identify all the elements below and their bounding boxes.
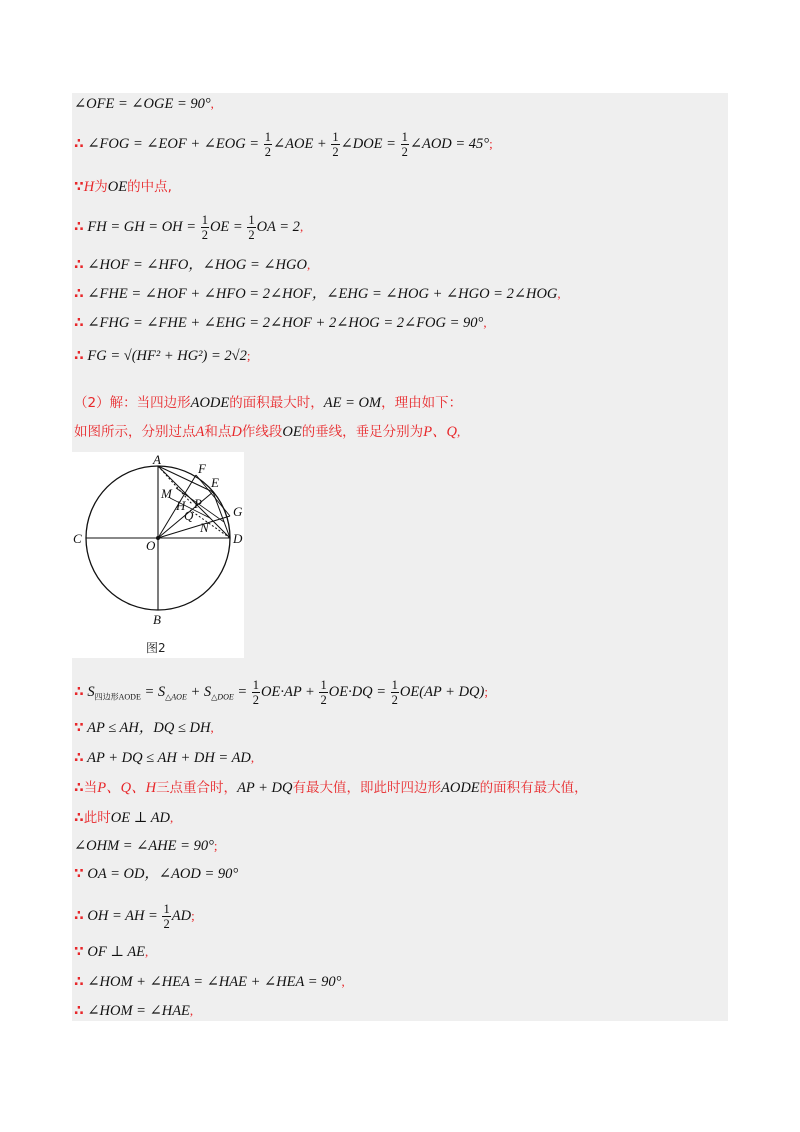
therefore-symbol: ∴ [74, 286, 84, 302]
subscript: 四边形AODE [94, 692, 141, 702]
subscript: △AOE [165, 692, 187, 702]
math-line-5 [74, 255, 310, 275]
subscript: △DOE [211, 692, 234, 702]
text: 和点 [204, 424, 232, 440]
therefore-symbol: ∴ [74, 683, 84, 700]
text: 如图所示，分别过点 [74, 424, 196, 440]
math-line-20 [74, 972, 345, 992]
var: S [87, 683, 95, 700]
punct: , [341, 974, 345, 989]
eq-part: ∠AOE + [272, 135, 327, 152]
eq: ∠FHE = ∠HOF + ∠HFO = 2∠HOF，∠EHG = ∠HOG + ∠HGO = 2∠HOG [87, 286, 558, 302]
eq-part: OA = 2 [256, 218, 300, 235]
circle-diagram [72, 452, 244, 658]
punct: ; [191, 907, 195, 923]
therefore-symbol: ∴ [74, 907, 84, 924]
eq-part: OE = [209, 218, 243, 235]
math-line-17 [74, 864, 238, 884]
label-q: Q [184, 508, 194, 523]
math-line-12 [74, 718, 214, 738]
eq-ofe-oge: ∠OFE = ∠OGE = 90° [74, 96, 211, 112]
therefore-symbol: ∴ [74, 750, 84, 766]
punct: ; [246, 348, 251, 363]
var-oe: OE [107, 179, 128, 195]
because-symbol: ∵ [74, 720, 84, 736]
eq: OA = OD，∠AOD = 90° [87, 866, 239, 882]
eq-part: AD [171, 907, 192, 924]
text: 当 [83, 780, 98, 796]
text: 的面积有最大值， [479, 780, 588, 796]
math-line-6 [74, 284, 561, 304]
math-line-13 [74, 748, 254, 768]
text: ，理由如下： [381, 395, 463, 411]
part-2-heading [74, 393, 462, 413]
eq: AP + DQ ≤ AH + DH = AD [87, 750, 251, 766]
fraction-half: $\frac{1}{2}$ [248, 213, 255, 242]
label-b: B [153, 612, 161, 627]
eq-part: = S [144, 683, 166, 700]
because-symbol: ∵ [74, 944, 84, 960]
math-line-21 [74, 1001, 193, 1021]
text: 为 [94, 179, 108, 195]
text: 作线段 [241, 424, 283, 440]
math-line-19 [74, 942, 148, 962]
therefore-symbol: ∴ [74, 257, 84, 273]
var: P、Q [423, 424, 458, 440]
var-h: H [83, 179, 95, 195]
eq-part: = [237, 683, 248, 700]
eq: ∠FHG = ∠FHE + ∠EHG = 2∠HOF + 2∠HOG = 2∠FOG = 90° [87, 315, 484, 331]
punct: , [210, 96, 214, 111]
instruction-line [74, 422, 460, 442]
fraction-half: $\frac{1}{2}$ [320, 678, 327, 707]
text: 三点重合时， [156, 780, 238, 796]
var: A [195, 424, 205, 440]
math-line-2 [74, 130, 493, 159]
fraction-half: $\frac{1}{2}$ [201, 213, 208, 242]
label-p: P [194, 496, 202, 511]
therefore-symbol: ∴ [74, 135, 84, 152]
therefore-symbol: ∴ [74, 1003, 84, 1019]
therefore-symbol: ∴ [74, 974, 84, 990]
text: 的垂线，垂足分别为 [301, 424, 424, 440]
eq-part: FH = GH = OH = [87, 218, 197, 235]
punct: , [210, 720, 214, 735]
fraction-half: $\frac{1}{2}$ [401, 130, 408, 159]
punct: , [457, 424, 461, 439]
label-n: N [200, 520, 209, 535]
math-line-1 [74, 94, 214, 114]
punct: , [306, 257, 311, 272]
eq-part: + S [190, 683, 212, 700]
label-m: M [161, 486, 172, 501]
eq-part: ∠AOD = 45° [409, 135, 490, 152]
eq-part: ∠FOG = ∠EOF + ∠EOG = [87, 135, 260, 152]
eq: AP ≤ AH，DQ ≤ DH [87, 720, 211, 736]
var: AODE [441, 780, 480, 796]
fraction-half: $\frac{1}{2}$ [163, 902, 170, 931]
eq: ∠HOF = ∠HFO，∠HOG = ∠HGO [87, 257, 307, 273]
text: 有最大值，即此时四边形 [292, 780, 441, 796]
math-line-15 [74, 808, 173, 828]
math-line-8 [74, 346, 250, 366]
text: （2）解：当四边形 [74, 395, 191, 411]
label-a: A [153, 452, 161, 467]
figure-caption: 图2 [146, 641, 166, 655]
math-line-area [74, 678, 488, 708]
eq: OE ⊥ AD [110, 810, 171, 826]
eq-part: OE·AP + [261, 683, 315, 700]
eq: ∠HOM + ∠HEA = ∠HAE + ∠HEA = 90° [87, 974, 342, 990]
therefore-symbol: ∴ [74, 348, 84, 364]
label-d: D [233, 531, 243, 546]
therefore-symbol: ∴ [74, 315, 84, 331]
therefore-symbol: ∴ [74, 780, 84, 796]
label-h: H [176, 498, 186, 513]
eq-part: OH = AH = [87, 907, 158, 924]
eq-part: OE(AP + DQ) [399, 683, 485, 700]
var: D [231, 424, 242, 440]
eq: ∠HOM = ∠HAE [87, 1003, 190, 1019]
eq-fg: FG = √(HF² + HG²) = 2√2 [87, 348, 247, 364]
fraction-half: $\frac{1}{2}$ [264, 130, 271, 159]
punct: ; [213, 838, 218, 853]
eq: AP + DQ [237, 780, 293, 796]
punct: , [145, 944, 149, 959]
punct: , [557, 286, 561, 301]
math-line-18 [74, 902, 195, 931]
therefore-symbol: ∴ [74, 218, 84, 235]
because-symbol: ∵ [74, 179, 84, 195]
eq-part: ∠DOE = [340, 135, 396, 152]
eq: AE = OM [323, 395, 382, 411]
punct: ; [484, 683, 488, 699]
because-symbol: ∵ [74, 866, 84, 882]
eq: OF ⊥ AE [87, 944, 146, 960]
fraction-half: $\frac{1}{2}$ [252, 678, 260, 707]
label-c: C [73, 531, 82, 546]
math-line-4 [74, 213, 303, 242]
text: 的面积最大时， [229, 395, 324, 411]
therefore-symbol: ∴ [74, 810, 84, 826]
math-line-3 [74, 177, 172, 197]
punct: , [189, 1003, 194, 1018]
punct: ; [489, 135, 493, 151]
punct: , [170, 810, 174, 825]
punct: , [299, 218, 304, 234]
text: 此时 [83, 810, 111, 826]
math-line-7 [74, 313, 487, 333]
var: P、Q、H [97, 780, 157, 796]
var: AODE [190, 395, 230, 411]
geometry-figure [72, 452, 244, 658]
fraction-half: $\frac{1}{2}$ [332, 130, 339, 159]
label-e: E [211, 475, 219, 490]
punct: , [483, 315, 487, 330]
label-f: F [198, 461, 206, 476]
punct: , [250, 750, 255, 765]
label-o: O [146, 538, 156, 553]
math-line-14 [74, 778, 588, 798]
eq: ∠OHM = ∠AHE = 90° [74, 838, 214, 854]
text: 的中点, [127, 179, 172, 195]
var: OE [282, 424, 302, 440]
eq-part: OE·DQ = [328, 683, 387, 700]
math-line-16 [74, 836, 218, 856]
label-g: G [233, 504, 243, 519]
fraction-half: $\frac{1}{2}$ [391, 678, 398, 707]
